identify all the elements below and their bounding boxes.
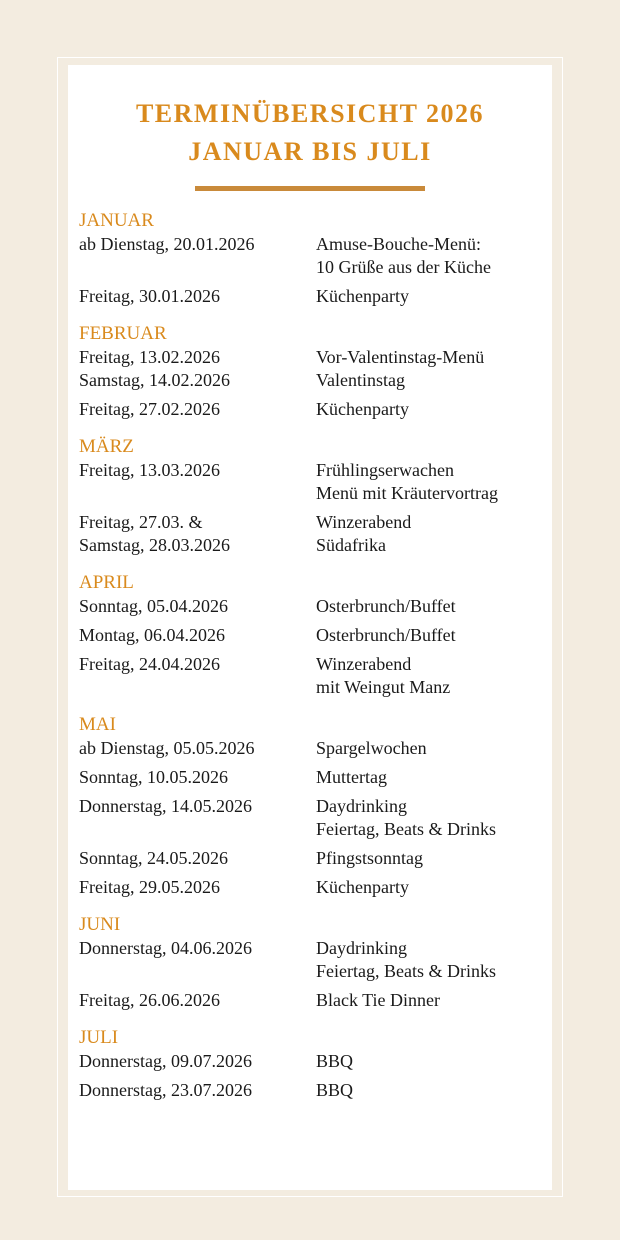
- event-date: Donnerstag, 09.07.2026: [79, 1051, 252, 1071]
- event-title: Vor-Valentinstag-Menü: [316, 347, 485, 367]
- event-row: [79, 595, 549, 618]
- month-section: [79, 1026, 549, 1102]
- month-section: [79, 913, 549, 1012]
- event-row: [79, 1079, 549, 1102]
- event-date: Freitag, 26.06.2026: [79, 990, 220, 1010]
- event-title: Winzerabend Südafrika: [316, 512, 412, 555]
- page-subtitle: JANUAR BIS JULI: [188, 137, 432, 166]
- event-title: Daydrinking Feiertag, Beats & Drinks: [316, 938, 496, 981]
- event-title: Muttertag: [316, 767, 387, 787]
- event-row: [79, 346, 549, 369]
- event-title: Valentinstag: [316, 370, 405, 390]
- event-row: [79, 285, 549, 308]
- event-row: [79, 795, 549, 841]
- page-title: TERMINÜBERSICHT 2026: [135, 99, 485, 128]
- month-section: [79, 713, 549, 899]
- event-title: BBQ: [316, 1051, 354, 1071]
- event-title: Küchenparty: [316, 399, 409, 419]
- event-row: [79, 989, 549, 1012]
- month-heading: MAI: [79, 714, 116, 735]
- event-date: Samstag, 14.02.2026: [79, 370, 230, 390]
- month-heading: FEBRUAR: [79, 323, 167, 344]
- month-heading: JANUAR: [79, 210, 154, 231]
- event-title: Winzerabend mit Weingut Manz: [316, 654, 451, 697]
- event-date: Sonntag, 10.05.2026: [79, 767, 229, 787]
- event-row: [79, 459, 549, 505]
- event-row: [79, 511, 549, 557]
- event-title: Spargelwochen: [316, 738, 427, 758]
- month-section: [79, 209, 549, 308]
- event-date: Sonntag, 05.04.2026: [79, 596, 229, 616]
- event-row: [79, 1050, 549, 1073]
- event-row: [79, 766, 549, 789]
- month-section: [79, 435, 549, 557]
- event-date: Freitag, 27.02.2026: [79, 399, 220, 419]
- event-date: Freitag, 24.04.2026: [79, 654, 220, 674]
- event-date: ab Dienstag, 05.05.2026: [79, 738, 255, 758]
- event-date: Freitag, 13.03.2026: [79, 460, 220, 480]
- month-section: [79, 571, 549, 699]
- event-title: Küchenparty: [316, 877, 409, 897]
- event-row: [79, 653, 549, 699]
- event-title: Küchenparty: [316, 286, 409, 306]
- event-date: Freitag, 29.05.2026: [79, 877, 220, 897]
- event-date: Donnerstag, 14.05.2026: [79, 796, 252, 816]
- event-title: Pfingstsonntag: [316, 848, 424, 868]
- event-date: ab Dienstag, 20.01.2026: [79, 234, 255, 254]
- event-date: Freitag, 30.01.2026: [79, 286, 220, 306]
- event-title: Daydrinking Feiertag, Beats & Drinks: [316, 796, 496, 839]
- event-title: Amuse-Bouche-Menü: 10 Grüße aus der Küche: [316, 234, 491, 277]
- event-title: Osterbrunch/Buffet: [316, 625, 456, 645]
- event-title: BBQ: [316, 1080, 354, 1100]
- event-row: [79, 937, 549, 983]
- event-row: [79, 233, 549, 279]
- event-row: [79, 369, 549, 392]
- schedule-card: [68, 65, 552, 1190]
- event-title: Black Tie Dinner: [316, 990, 440, 1010]
- month-section: [79, 322, 549, 421]
- event-schedule: [79, 209, 549, 1116]
- event-date: Donnerstag, 23.07.2026: [79, 1080, 252, 1100]
- event-date: Freitag, 27.03. & Samstag, 28.03.2026: [79, 512, 230, 555]
- event-date: Sonntag, 24.05.2026: [79, 848, 229, 868]
- title-divider: [195, 186, 425, 191]
- event-title: Osterbrunch/Buffet: [316, 596, 456, 616]
- month-heading: MÄRZ: [79, 436, 134, 457]
- event-row: [79, 847, 549, 870]
- event-row: [79, 876, 549, 899]
- event-row: [79, 737, 549, 760]
- event-row: [79, 624, 549, 647]
- event-row: [79, 398, 549, 421]
- month-heading: JUNI: [79, 914, 121, 935]
- month-heading: APRIL: [79, 572, 134, 593]
- event-date: Freitag, 13.02.2026: [79, 347, 220, 367]
- month-heading: JULI: [79, 1027, 119, 1048]
- event-date: Donnerstag, 04.06.2026: [79, 938, 252, 958]
- event-title: Frühlingserwachen Menü mit Kräutervortrag: [316, 460, 498, 503]
- event-date: Montag, 06.04.2026: [79, 625, 225, 645]
